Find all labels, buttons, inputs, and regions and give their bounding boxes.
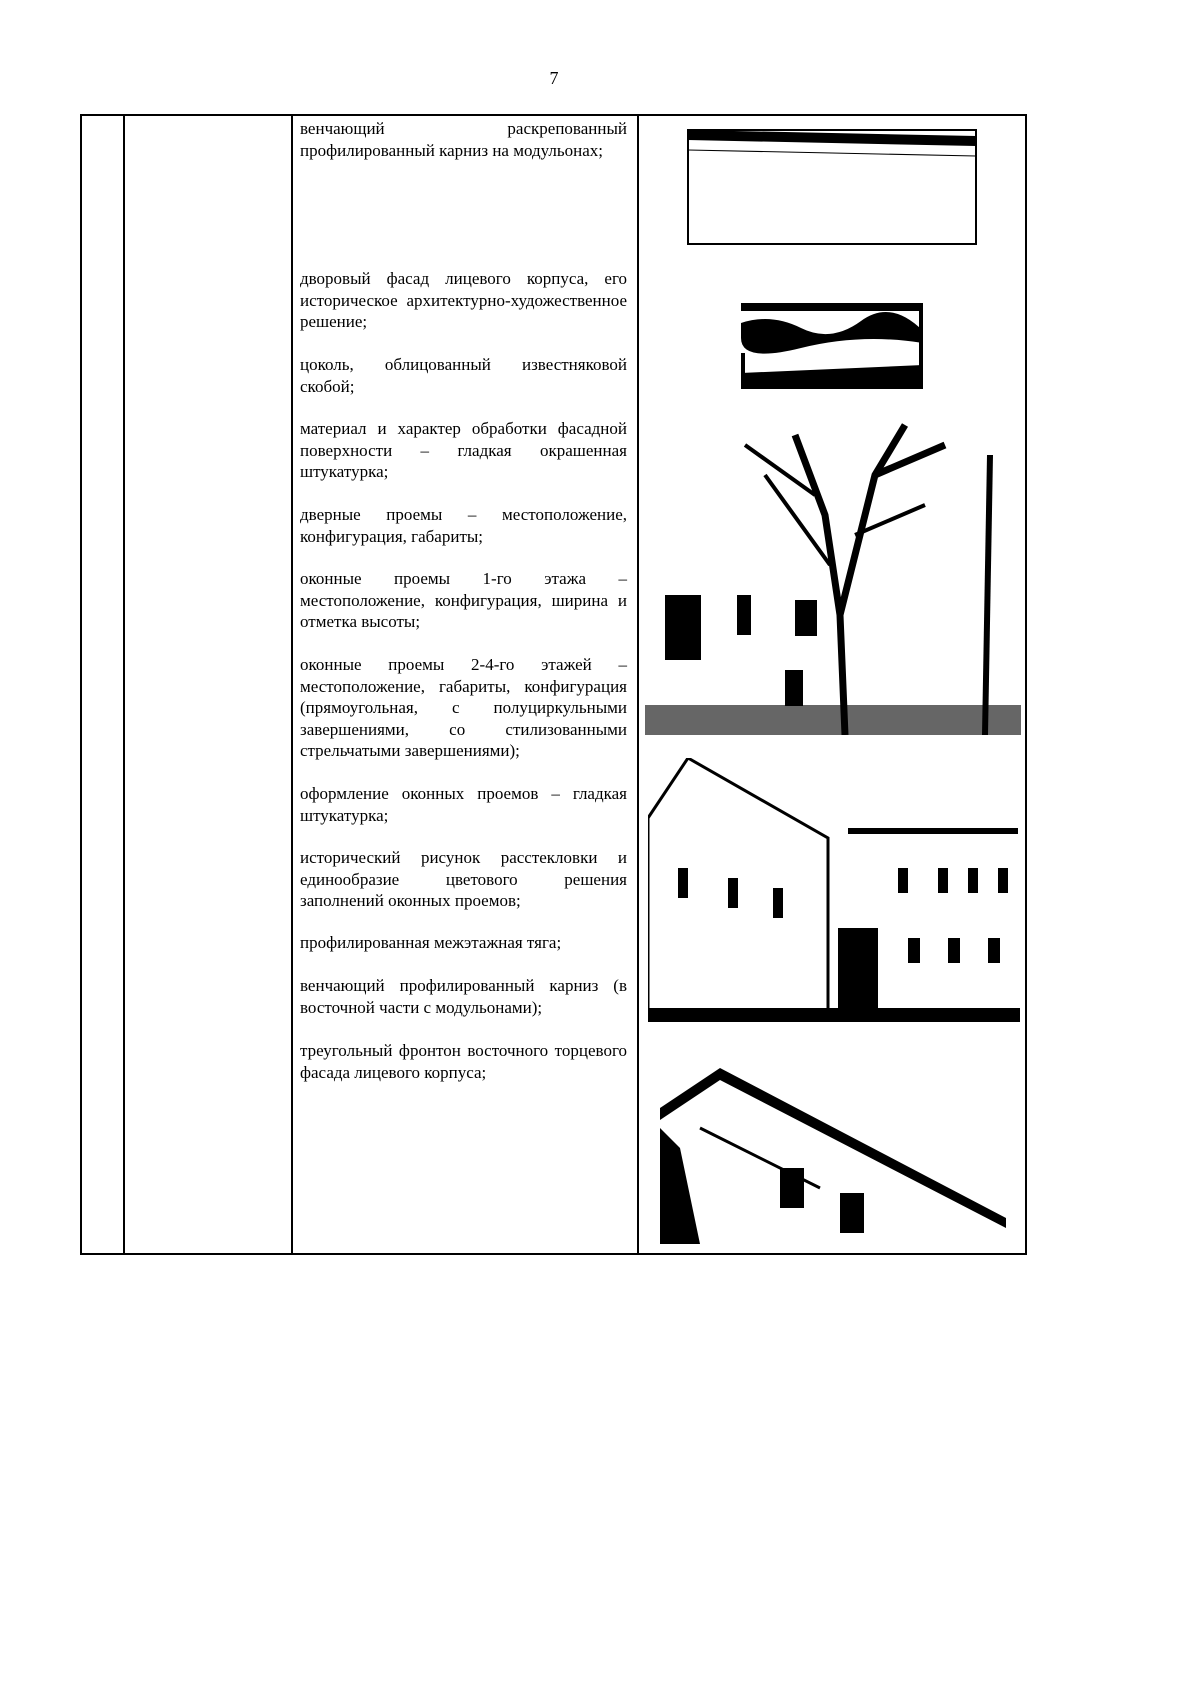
plinth-photo — [741, 303, 923, 389]
item-text: треугольный фронтон восточного торцевого фасада лицевого корпуса; — [300, 1041, 627, 1082]
page-number: 7 — [549, 68, 559, 88]
item-text: дворовый фасад лицевого корпуса, его историческое архитектурно-художественное решение; — [300, 269, 627, 331]
item-text: исторический рисунок расстекловки и единообразие цветового решения заполнений оконных проемов; — [300, 848, 627, 910]
east-facade-photo — [648, 758, 1020, 1022]
cornice-photo — [686, 126, 978, 246]
item-text: венчающий раскрепованный профилированный карниз на модульонах; — [300, 119, 627, 160]
item-text: венчающий профилированный карниз (в восточной части с модульонами); — [300, 976, 627, 1017]
item-text: материал и характер обработки фасадной поверхности – гладкая окрашенная штукатурка; — [300, 419, 627, 481]
column-divider — [291, 116, 293, 1253]
item-text: оконные проемы 1-го этажа – местоположение, конфигурация, ширина и отметка высоты; — [300, 569, 627, 631]
item-text: оформление оконных проемов – гладкая штукатурка; — [300, 784, 627, 825]
item-text: профилированная межэтажная тяга; — [300, 933, 562, 952]
item-text: оконные проемы 2-4-го этажей – местоположение, габариты, конфигурация (прямоугольная, с полуциркульными завершениями, со стилизованными стрельчатыми завершениями); — [300, 655, 627, 760]
column-divider — [637, 116, 639, 1253]
item-text: цоколь, облицованный известняковой скобой; — [300, 355, 627, 396]
pediment-photo — [660, 1068, 1006, 1244]
column-divider — [123, 116, 125, 1253]
item-text: дверные проемы – местоположение, конфигурация, габариты; — [300, 505, 627, 546]
courtyard-facade-photo — [645, 415, 1021, 735]
